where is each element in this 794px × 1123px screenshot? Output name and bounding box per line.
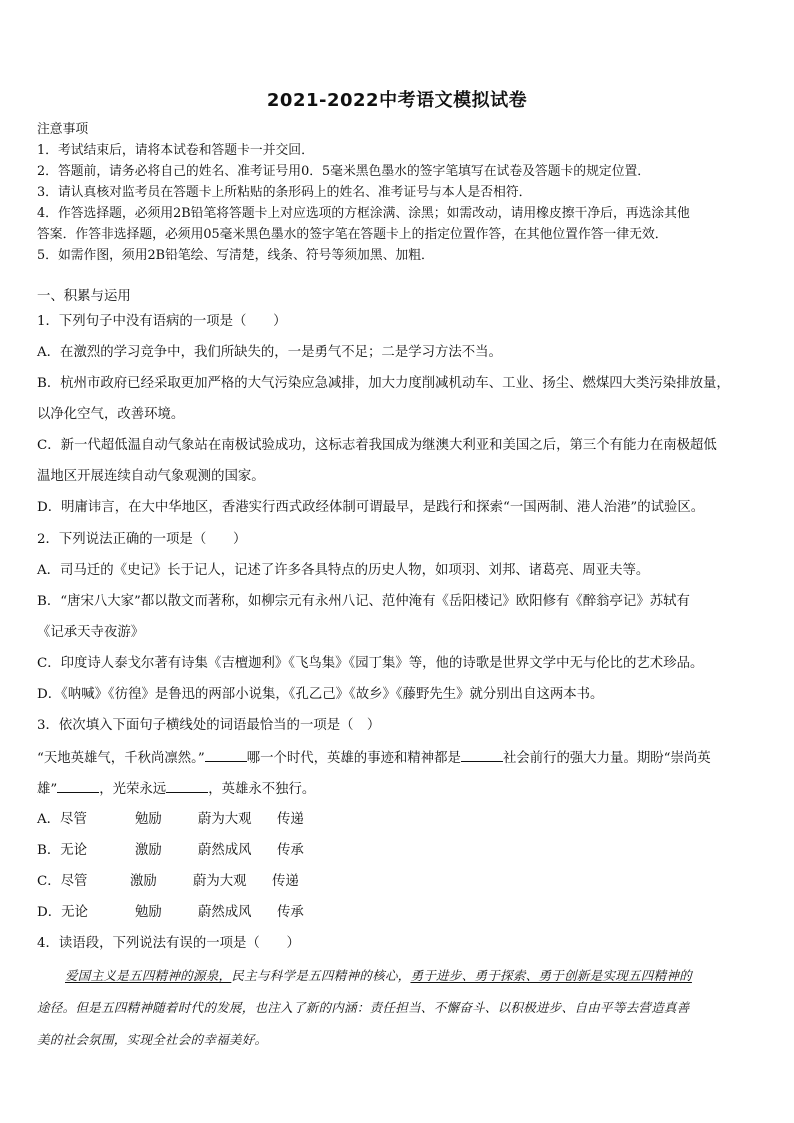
option-word: 传承	[277, 843, 304, 858]
passage-line: 美的社会氛围，实现全社会的幸福美好。	[37, 1032, 268, 1047]
sentence-part: 哪一个时代，英雄的事迹和精神都是	[246, 751, 461, 766]
option-word: 勉励	[135, 812, 162, 827]
question-1-option-c: C．新一代超低温自动气象站在南极试验成功，这标志着我国成为继澳大利亚和美国之后，第三个有能力在南极超低	[37, 438, 717, 453]
passage-line	[37, 960, 759, 992]
question-3-option-b	[37, 841, 759, 861]
option-label: A．尽管	[37, 812, 87, 827]
sentence-part: ，英雄永不独行。	[208, 782, 316, 797]
question-1-option-c-cont: 温地区开展连续自动气象观测的国家。	[37, 469, 265, 484]
passage-text: 核心，	[372, 968, 411, 983]
option-label: D．无论	[37, 905, 88, 920]
underlined-phrase: 爱国主义是五四精神的源泉，	[65, 968, 232, 983]
sentence-part: 社会前行的强大力量。期盼“崇尚英	[502, 751, 711, 766]
note-item: 1．考试结束后，请将本试卷和答题卡一并交回．	[37, 143, 314, 158]
sentence-part: 雄”	[37, 782, 58, 797]
option-word: 蔚然成风	[198, 905, 252, 920]
question-1-option-d: D．明庸讳言，在大中华地区，香港实行西式政经体制可谓最早，是践行和探索“一国两制、港人治港”的试验区。	[37, 500, 705, 515]
question-2-option-a: A．司马迁的《史记》长于记人，记述了许多各具特点的历史人物，如项羽、刘邦、诸葛亮、周亚夫等。	[37, 563, 650, 578]
option-word: 蔚为大观	[198, 812, 252, 827]
option-word: 传递	[277, 812, 304, 827]
question-3-option-c	[37, 872, 759, 892]
passage-text: 民主与科学是五四精神的	[231, 968, 373, 983]
note-item: 2．答题前，请务必将自己的姓名、准考证号用0．5毫米黑色墨水的签字笔填写在试卷及答题卡的规定位置．	[37, 164, 651, 179]
option-label: B．无论	[37, 843, 88, 858]
question-1-option-b-cont: 以净化空气，改善环境。	[37, 407, 185, 422]
reading-passage	[37, 960, 759, 1056]
question-2-option-b: B．“唐宋八大家”都以散文而著称，如柳宗元有永州八记、范仲淹有《岳阳楼记》欧阳修有《醉翁亭记》苏轼有	[37, 594, 690, 609]
sentence-part: “天地英雄气，千秋尚凛然。”	[37, 751, 205, 766]
question-4-stem: 4．读语段，下列说法有误的一项是（ ）	[37, 936, 300, 951]
note-item: 答案．作答非选择题，必须用05毫米黑色墨水的签字笔在答题卡上的指定位置作答，在其他位置作答一律无效．	[37, 227, 668, 242]
option-word: 勉励	[135, 905, 162, 920]
question-1-option-a: A．在激烈的学习竞争中，我们所缺失的，一是勇气不足；二是学习方法不当。	[37, 345, 502, 360]
option-word: 传递	[272, 874, 299, 889]
note-item: 3．请认真核对监考员在答题卡上所粘贴的条形码上的姓名、准考证号与本人是否相符．	[37, 185, 532, 200]
answer-blank-2	[461, 747, 503, 762]
page-title: 2021-2022中考语文模拟试卷	[266, 90, 528, 111]
answer-blank-3	[57, 778, 99, 793]
notes-heading: 注意事项	[37, 122, 89, 137]
option-word: 激励	[135, 843, 162, 858]
question-2-option-b-cont: 《记承天寺夜游》	[37, 625, 145, 640]
option-word: 激励	[130, 874, 157, 889]
question-3-option-d	[37, 903, 759, 923]
option-label: C．尽管	[37, 874, 88, 889]
question-3-stem: 3．依次填入下面句子横线处的词语最恰当的一项是（ ）	[37, 718, 381, 733]
question-2-option-c: C．印度诗人泰戈尔著有诗集《吉檀迦利》《飞鸟集》《园丁集》等，他的诗歌是世界文学中无与伦比的艺术珍品。	[37, 656, 704, 671]
answer-blank-1	[205, 747, 247, 762]
option-word: 蔚然成风	[198, 843, 252, 858]
note-item: 5．如需作图，须用2B铅笔绘、写清楚，线条、符号等须加黑、加粗．	[37, 248, 434, 263]
note-item: 4．作答选择题，必须用2B铅笔将答题卡上对应选项的方框涂满、涂黑；如需改动，请用橡皮擦干净后，再选涂其他	[37, 206, 690, 221]
question-3-sentence-line-2	[37, 778, 759, 800]
section-heading: 一、积累与运用	[37, 289, 131, 304]
passage-line: 途径。但是五四精神随着时代的发展，也注入了新的内涵：责任担当、不懈奋斗、以积极进步、自由平等去营造真善	[37, 1000, 690, 1015]
question-3-sentence-line-1	[37, 747, 759, 769]
question-1-stem: 1．下列句子中没有语病的一项是（ ）	[37, 314, 287, 329]
question-3-option-a	[37, 810, 759, 830]
question-2-option-d: D．《呐喊》《彷徨》是鲁迅的两部小说集，《孔乙己》《故乡》《藤野先生》就分别出自这两本书。	[37, 687, 604, 702]
option-word: 蔚为大观	[193, 874, 247, 889]
option-word: 传承	[277, 905, 304, 920]
answer-blank-4	[166, 778, 208, 793]
underlined-phrase: 勇于进步、勇于探索、勇于创新是实现五四精神的	[410, 968, 692, 983]
question-2-stem: 2．下列说法正确的一项是（ ）	[37, 532, 247, 547]
sentence-part: ，光荣永远	[99, 782, 167, 797]
question-1-option-b: B．杭州市政府已经采取更加严格的大气污染应急减排，加大力度削减机动车、工业、扬尘、燃煤四大类污染排放量，	[37, 376, 730, 391]
